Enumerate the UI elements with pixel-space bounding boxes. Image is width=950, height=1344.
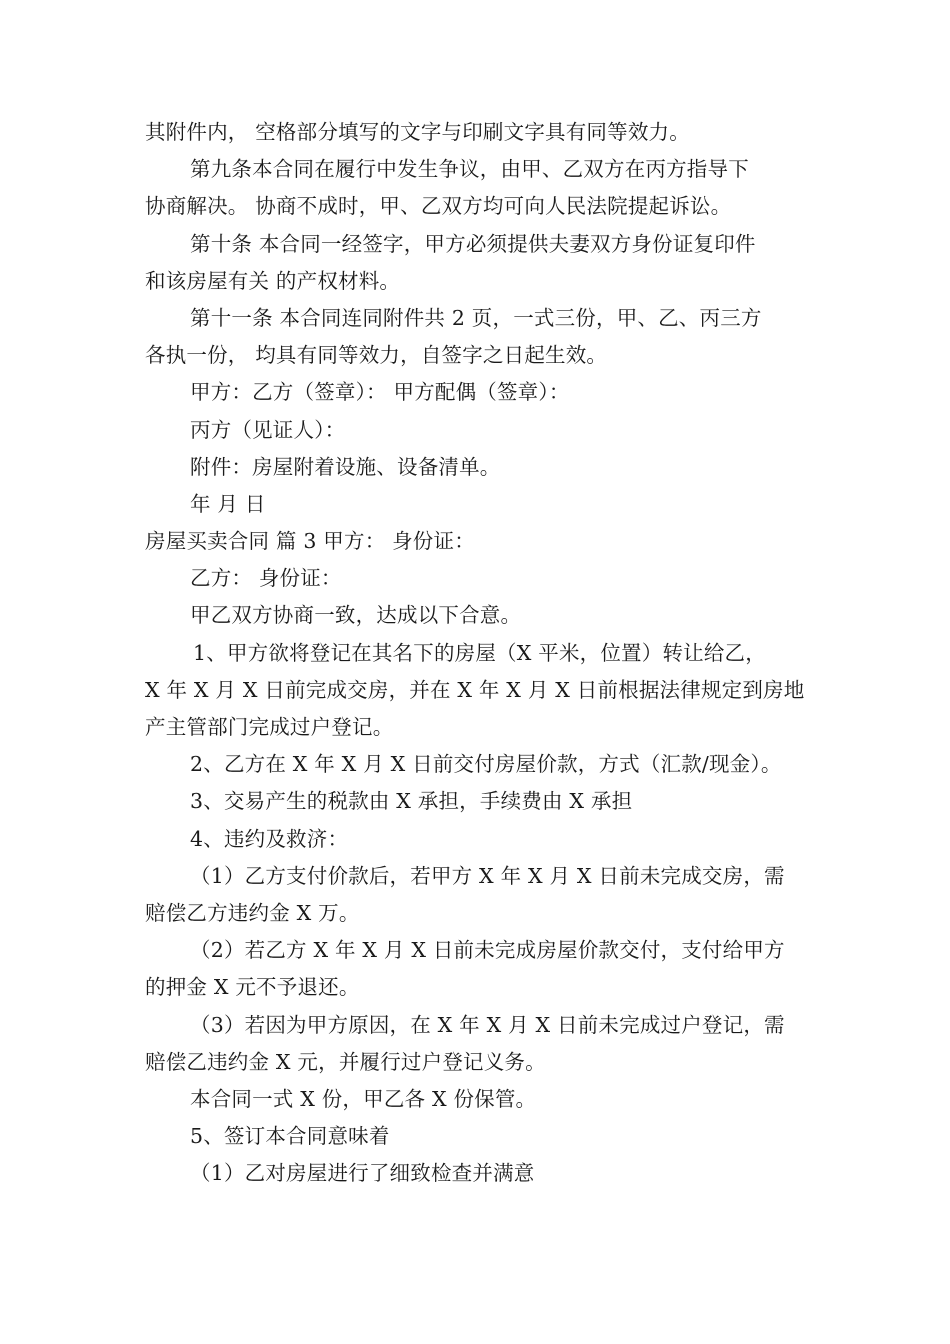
document-line: （2）若乙方 X 年 X 月 X 日前未完成房屋价款交付，支付给甲方	[190, 938, 785, 963]
document-line: 第十条 本合同一经签字，甲方必须提供夫妻双方身份证复印件	[190, 231, 756, 256]
document-line: 乙方： 身份证：	[190, 566, 342, 591]
document-line: 5、签订本合同意味着	[190, 1124, 390, 1149]
document-line: 房屋买卖合同 篇 3 甲方： 身份证：	[145, 529, 475, 554]
document-line: 丙方（见证人）：	[190, 417, 346, 442]
document-line: 2、乙方在 X 年 X 月 X 日前交付房屋价款，方式（汇款/现金）。	[190, 752, 782, 777]
document-line: 年 月 日	[190, 491, 266, 516]
document-line: 协商解决。 协商不成时，甲、乙双方均可向人民法院提起诉讼。	[145, 194, 732, 219]
document-line: （1）乙方支付价款后，若甲方 X 年 X 月 X 日前未完成交房，需	[190, 863, 785, 888]
document-line: 本合同一式 X 份，甲乙各 X 份保管。	[190, 1086, 537, 1111]
document-line: 和该房屋有关 的产权材料。	[145, 268, 401, 293]
document-line: （3）若因为甲方原因，在 X 年 X 月 X 日前未完成过户登记，需	[190, 1012, 785, 1037]
document-line: 其附件内， 空格部分填写的文字与印刷文字具有同等效力。	[145, 120, 690, 144]
document-line: 第九条本合同在履行中发生争议，由甲、乙双方在丙方指导下	[190, 157, 749, 182]
document-line: X 年 X 月 X 日前完成交房，并在 X 年 X 月 X 日前根据法律规定到房地	[145, 677, 805, 702]
document-line: 赔偿乙违约金 X 元，并履行过户登记义务。	[145, 1049, 546, 1074]
document-line: （1）乙对房屋进行了细致检查并满意	[190, 1161, 535, 1186]
document-line: 甲方：乙方（签章）： 甲方配偶（签章）：	[190, 380, 570, 405]
document-line: 赔偿乙方违约金 X 万。	[145, 900, 360, 925]
document-line: 的押金 X 元不予退还。	[145, 975, 360, 1000]
document-body	[145, 114, 825, 1192]
document-line: 4、违约及救济：	[190, 826, 349, 851]
document-line: 附件：房屋附着设施、设备清单。	[190, 454, 501, 479]
document-line: 甲乙双方协商一致，达成以下合意。	[190, 603, 522, 628]
document-line: 各执一份， 均具有同等效力，自签字之日起生效。	[145, 343, 608, 368]
document-line: 产主管部门完成过户登记。	[145, 715, 394, 739]
document-line: 第十一条 本合同连同附件共 2 页，一式三份，甲、乙、丙三方	[190, 305, 762, 330]
document-line: 1、甲方欲将登记在其名下的房屋（X 平米，位置）转让给乙，	[193, 640, 766, 665]
document-line: 3、交易产生的税款由 X 承担，手续费由 X 承担	[190, 789, 633, 814]
